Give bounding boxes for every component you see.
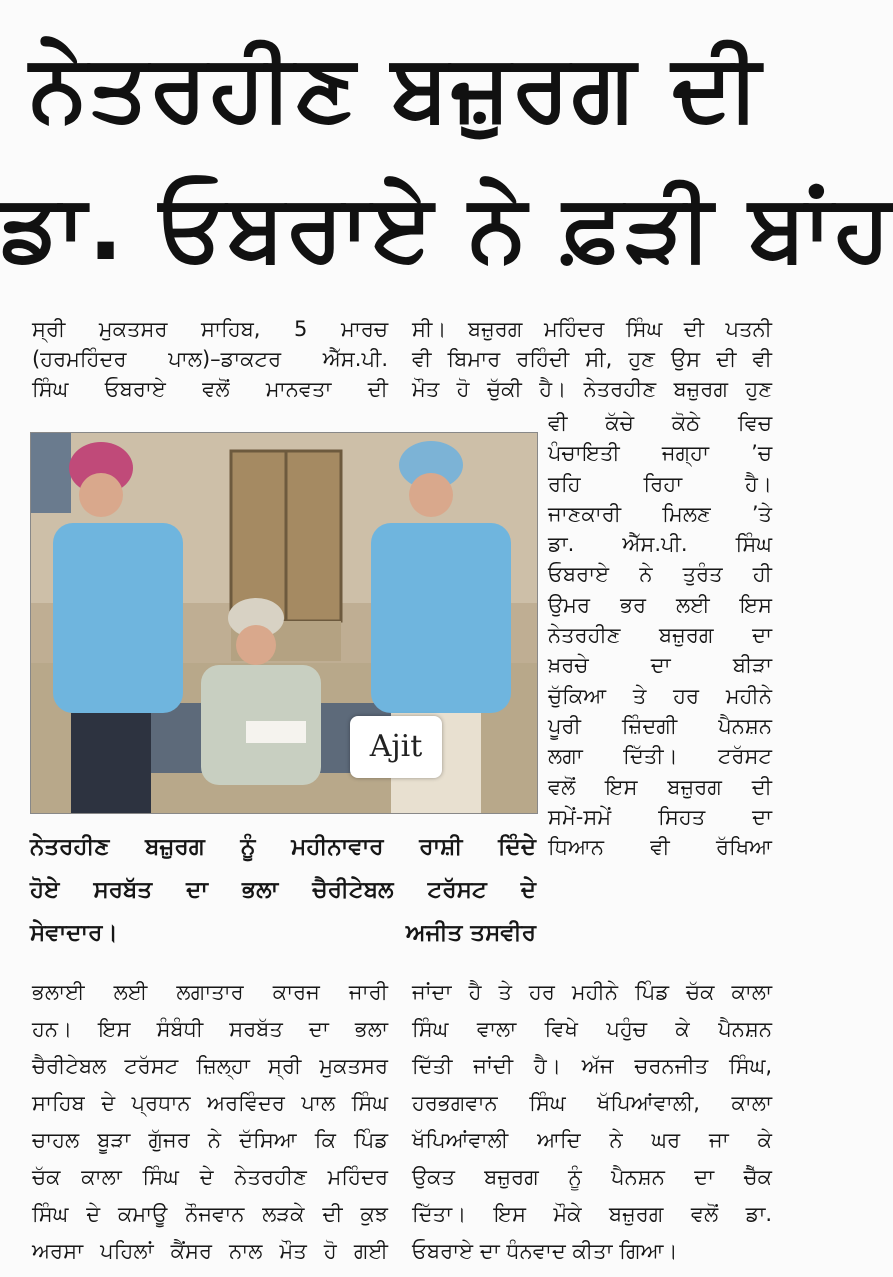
article-line: ਸਿੰਘ ਦੇ ਕਮਾਊ ਨੌਜਵਾਨ ਲੜਕੇ ਦੀ ਕੁਝ: [32, 1202, 388, 1226]
article-line: ਸੀ। ਬਜ਼ੁਰਗ ਮਹਿੰਦਰ ਸਿੰਘ ਦੀ ਪਤਨੀ: [412, 317, 772, 341]
article-line: ਰਹਿ ਰਿਹਾ ਹੈ।: [548, 471, 772, 496]
article-line: (ਹਰਮਹਿੰਦਰ ਪਾਲ)–ਡਾਕਟਰ ਐੱਸ.ਪੀ.: [32, 347, 388, 371]
photo-illustration: [31, 433, 537, 813]
article-line: ਖੱਪਿਆਂਵਾਲੀ ਆਦਿ ਨੇ ਘਰ ਜਾ ਕੇ: [412, 1128, 772, 1152]
article-line: ਚੁੱਕਿਆ ਤੇ ਹਰ ਮਹੀਨੇ: [548, 683, 772, 708]
article-line: ਸ੍ਰੀ ਮੁਕਤਸਰ ਸਾਹਿਬ, 5 ਮਾਰਚ: [32, 317, 388, 341]
article-line: ਪੰਚਾਇਤੀ ਜਗ੍ਹਾ ’ਚ: [548, 441, 772, 466]
article-column-left-bottom: [32, 974, 388, 1270]
article-line: ਦਿੱਤੀ ਜਾਂਦੀ ਹੈ। ਅੱਜ ਚਰਨਜੀਤ ਸਿੰਘ,: [412, 1054, 772, 1078]
article-line: ਓਬਰਾਏ ਨੇ ਤੁਰੰਤ ਹੀ: [548, 562, 772, 587]
caption-line: ਸੇਵਾਦਾਰ।: [30, 920, 118, 946]
photo-credit: ਅਜੀਤ ਤਸਵੀਰ: [405, 920, 536, 946]
article-line: ਡਾ. ਐੱਸ.ਪੀ. ਸਿੰਘ: [548, 532, 772, 557]
article-line: ਵੀ ਕੱਚੇ ਕੋਠੇ ਵਿਚ: [548, 411, 772, 435]
article-line: ਚੱਕ ਕਾਲਾ ਸਿੰਘ ਦੇ ਨੇਤਰਹੀਣ ਮਹਿੰਦਰ: [32, 1165, 388, 1189]
article-line: ਸਿੰਘ ਓਬਰਾਏ ਵਲੋਂ ਮਾਨਵਤਾ ਦੀ: [32, 377, 388, 401]
article-line: ਵੀ ਬਿਮਾਰ ਰਹਿੰਦੀ ਸੀ, ਹੁਣ ਉਸ ਦੀ ਵੀ: [412, 347, 772, 371]
article-line: ਜਾਂਦਾ ਹੈ ਤੇ ਹਰ ਮਹੀਨੇ ਪਿੰਡ ਚੱਕ ਕਾਲਾ: [412, 980, 772, 1004]
article-line: ਵਲੋਂ ਇਸ ਬਜ਼ੁਰਗ ਦੀ: [548, 774, 772, 799]
article-line: ਨੇਤਰਹੀਣ ਬਜ਼ੁਰਗ ਦਾ: [548, 623, 772, 648]
headline-line-1: ਨੇਤਰਹੀਣ ਬਜ਼ੁਰਗ ਦੀ: [29, 34, 763, 141]
news-photo: [30, 432, 538, 814]
article-line: ਸਮੇਂ-ਸਮੇਂ ਸਿਹਤ ਦਾ: [548, 804, 772, 829]
article-line: ਸਿੰਘ ਵਾਲਾ ਵਿਖੇ ਪਹੁੰਚ ਕੇ ਪੈਨਸ਼ਨ: [412, 1017, 772, 1041]
article-line: ਹਰਭਗਵਾਨ ਸਿੰਘ ਖੱਪਿਆਂਵਾਲੀ, ਕਾਲਾ: [412, 1091, 772, 1115]
article-line: ਉਮਰ ਭਰ ਲਈ ਇਸ: [548, 592, 772, 617]
article-line: ਦਿੱਤਾ। ਇਸ ਮੌਕੇ ਬਜ਼ੁਰਗ ਵਲੋਂ ਡਾ.: [412, 1202, 772, 1226]
article-column-right-bottom: [412, 974, 772, 1270]
article-line: ਹਨ। ਇਸ ਸੰਬੰਧੀ ਸਰਬੱਤ ਦਾ ਭਲਾ: [32, 1017, 388, 1041]
article-column-right-top: [412, 314, 772, 404]
caption-line: ਹੋਏ ਸਰਬੱਤ ਦਾ ਭਲਾ ਚੈਰੀਟੇਬਲ ਟਰੱਸਟ ਦੇ: [30, 877, 536, 903]
article-line: ਜਾਣਕਾਰੀ ਮਿਲਣ ’ਤੇ: [548, 501, 772, 526]
article-line: ਲਗਾ ਦਿੱਤੀ। ਟਰੱਸਟ: [548, 744, 772, 769]
ajit-watermark: Ajit: [350, 716, 442, 778]
article-line: ਖ਼ਰਚੇ ਦਾ ਬੀੜਾ: [548, 653, 772, 678]
caption-line: ਨੇਤਰਹੀਣ ਬਜ਼ੁਰਗ ਨੂੰ ਮਹੀਨਾਵਾਰ ਰਾਸ਼ੀ ਦਿੰਦੇ: [30, 834, 536, 860]
article-line: ਚੈਰੀਟੇਬਲ ਟਰੱਸਟ ਜ਼ਿਲ੍ਹਾ ਸ੍ਰੀ ਮੁਕਤਸਰ: [32, 1054, 388, 1078]
headline-line-2: ਡਾ. ਓਬਰਾਏ ਨੇ ਫ਼ੜੀ ਬਾਂਹ: [0, 174, 893, 281]
article-line: ਮੌਤ ਹੋ ਚੁੱਕੀ ਹੈ। ਨੇਤਰਹੀਣ ਬਜ਼ੁਰਗ ਹੁਣ: [412, 377, 772, 401]
article-column-right-middle: [548, 408, 772, 862]
article-line: ਧਿਆਨ ਵੀ ਰੱਖਿਆ: [548, 835, 772, 860]
article-line: ਉਕਤ ਬਜ਼ੁਰਗ ਨੂੰ ਪੈਨਸ਼ਨ ਦਾ ਚੈੱਕ: [412, 1165, 772, 1189]
photo-caption: [30, 826, 536, 955]
article-line: ਅਰਸਾ ਪਹਿਲਾਂ ਕੈਂਸਰ ਨਾਲ ਮੌਤ ਹੋ ਗਈ: [32, 1239, 388, 1263]
article-column-left-top: [32, 314, 388, 404]
article-line: ਪੂਰੀ ਜ਼ਿੰਦਗੀ ਪੈਨਸ਼ਨ: [548, 713, 772, 738]
article-line: ਸਾਹਿਬ ਦੇ ਪ੍ਰਧਾਨ ਅਰਵਿੰਦਰ ਪਾਲ ਸਿੰਘ: [32, 1091, 388, 1115]
article-line: ਭਲਾਈ ਲਈ ਲਗਾਤਾਰ ਕਾਰਜ ਜਾਰੀ: [32, 980, 388, 1004]
article-line: ਚਾਹਲ ਬੂੜਾ ਗੁੱਜਰ ਨੇ ਦੱਸਿਆ ਕਿ ਪਿੰਡ: [32, 1128, 388, 1152]
article-line: ਓਬਰਾਏ ਦਾ ਧੰਨਵਾਦ ਕੀਤਾ ਗਿਆ।: [412, 1239, 678, 1263]
